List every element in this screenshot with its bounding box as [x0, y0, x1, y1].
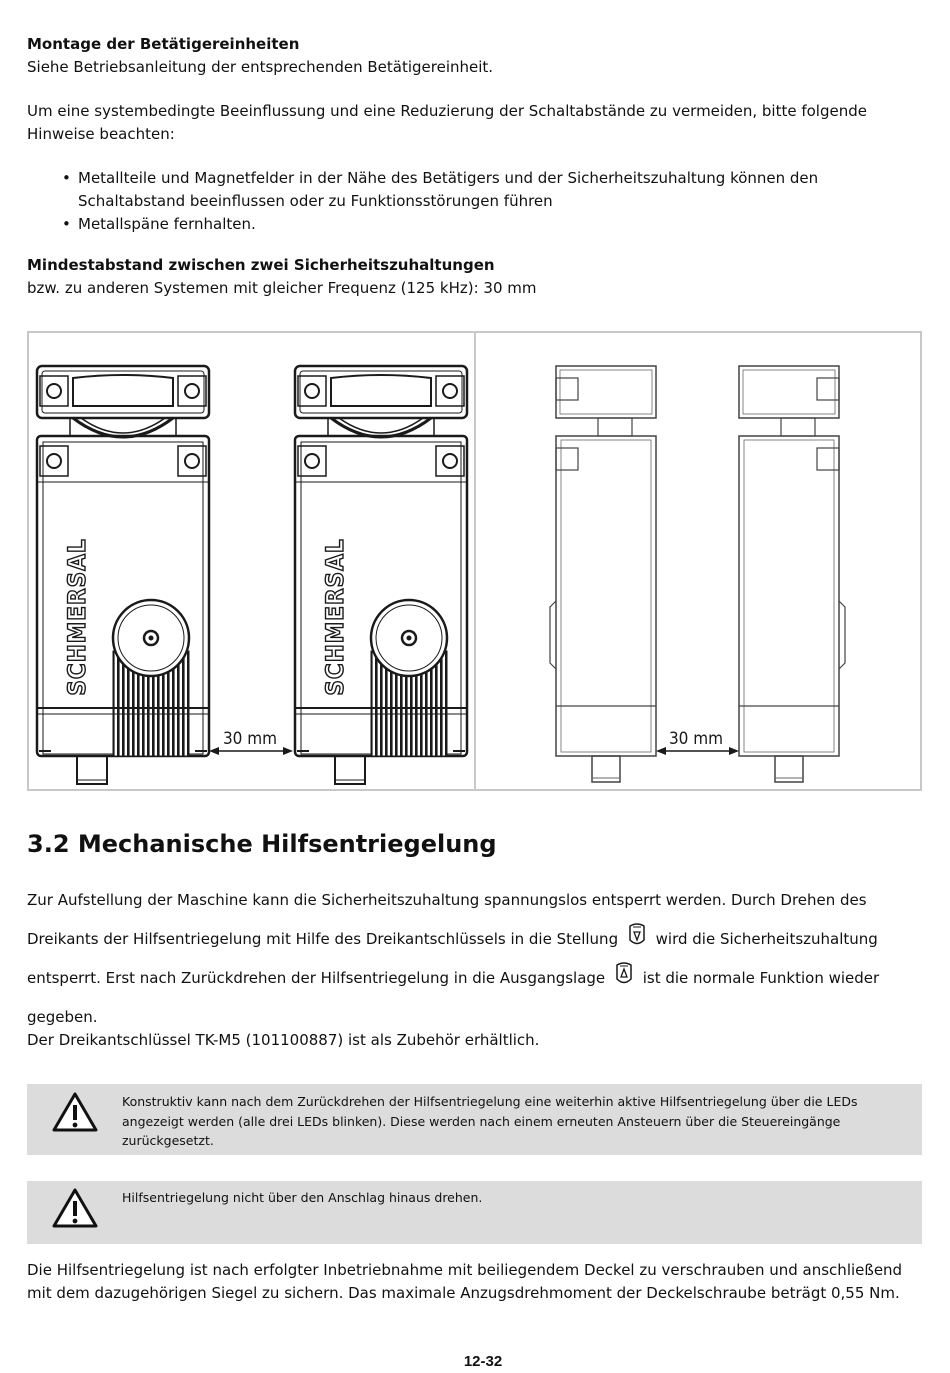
side-view-right	[739, 366, 839, 782]
list-item: • Metallspäne fernhalten.	[62, 213, 882, 236]
brand-label: SCHMERSAL	[321, 538, 349, 696]
section-paragraph	[27, 881, 917, 1037]
mindestabstand-heading: Mindestabstand zwischen zwei Sicherheitszuhaltungen	[27, 256, 495, 274]
warning-box	[27, 1181, 922, 1244]
list-item: • Metallteile und Magnetfelder in der Nähe des Betätigers und der Sicherheitszuhaltung können den Schaltabstand beeinflussen oder zu Funktionsstörungen führen	[62, 167, 882, 213]
montage-heading: Montage der Betätigereinheiten	[27, 35, 300, 53]
brand-label: SCHMERSAL	[63, 538, 91, 696]
distance-label: 30 mm	[222, 729, 278, 749]
page-number: 12-32	[463, 1353, 503, 1370]
locked-position-icon	[614, 961, 634, 987]
warning-text: Hilfsentriegelung nicht über den Anschlag hinaus drehen.	[122, 1190, 483, 1205]
distance-dimension-right	[656, 729, 739, 755]
section-paragraph-part: wird die Sicherheitszuhaltung entsperrt. Erst nach Zurückdrehen der Hilfsentriegelung in die Ausgangslage	[27, 930, 878, 987]
montage-text: Siehe Betriebsanleitung der entsprechenden Betätigereinheit.	[27, 58, 494, 76]
warning-box	[27, 1084, 922, 1155]
section-paragraph-part: ist die normale Funktion wieder gegeben.	[27, 969, 880, 1026]
section-paragraph-part: Zur Aufstellung der Maschine kann die Sicherheitszuhaltung spannungslos entsperrt werden. Durch Drehen des Dreikants der Hilfsentriegelung mit Hilfe des Dreikantschlüssels in die Stellung	[27, 891, 867, 948]
distance-dimension-left	[209, 729, 293, 755]
bullet-list	[62, 167, 882, 236]
warning-triangle-icon	[51, 1187, 99, 1229]
mindestabstand-text: bzw. zu anderen Systemen mit gleicher Frequenz (125 kHz): 30 mm	[27, 279, 537, 297]
technical-drawing	[29, 333, 920, 789]
closing-text: Die Hilfsentriegelung ist nach erfolgter Inbetriebnahme mit beiliegendem Deckel zu verschrauben und anschließend mit dem dazugehörigen Siegel zu sichern. Das maximale Anzugsdrehmoment der Deckelschraube beträgt 0,55 Nm.	[27, 1261, 903, 1302]
warning-text: Konstruktiv kann nach dem Zurückdrehen der Hilfsentriegelung eine weiterhin aktive Hilfsentriegelung über die LEDs angezeigt werden (alle drei LEDs blinken). Diese werden nach einem erneuten Ansteuern über die Steuereingänge zurückgesetzt.	[122, 1094, 858, 1148]
accessory-text: Der Dreikantschlüssel TK-M5 (101100887) ist als Zubehör erhältlich.	[27, 1031, 540, 1049]
side-view-left	[556, 366, 656, 782]
distance-label: 30 mm	[668, 729, 724, 749]
mounting-distance-figure	[27, 331, 922, 791]
section-title: 3.2 Mechanische Hilfsentriegelung	[27, 830, 497, 858]
unlocked-position-icon	[627, 922, 647, 948]
hinweis-text: Um eine systembedingte Beeinflussung und eine Reduzierung der Schaltabstände zu vermeiden, bitte folgende Hinweise beachten:	[27, 102, 867, 143]
warning-triangle-icon	[51, 1091, 99, 1133]
